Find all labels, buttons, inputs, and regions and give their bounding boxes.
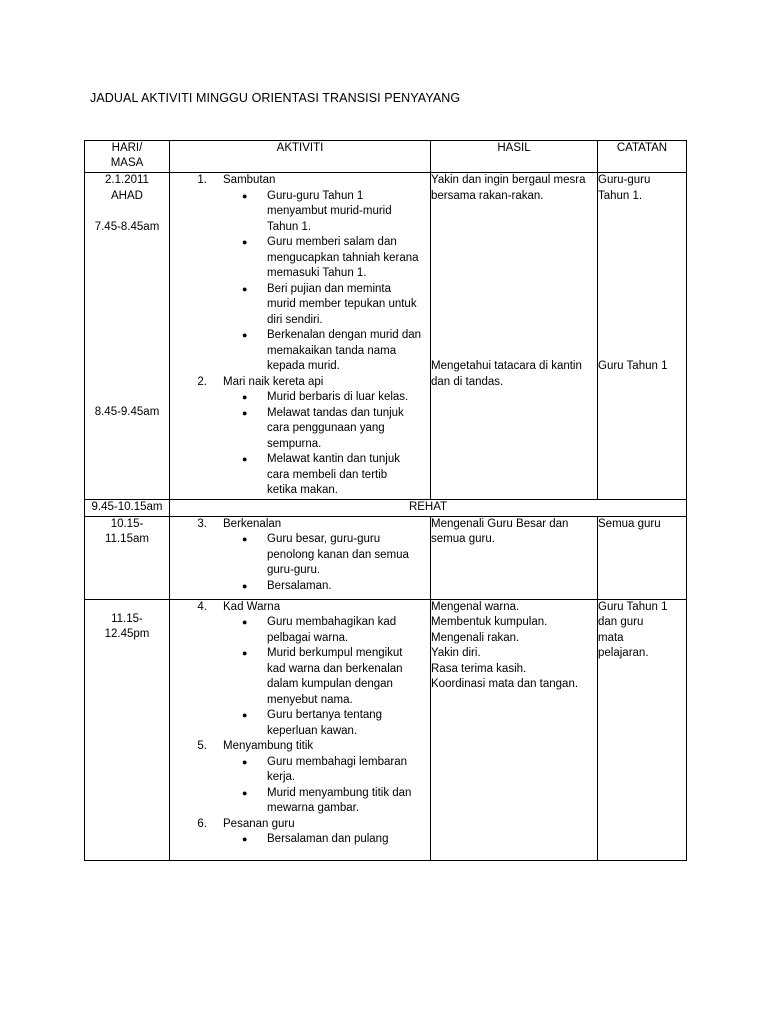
bullet-item: ● Bersalaman. — [170, 579, 430, 595]
table-row — [85, 173, 687, 500]
activity-cell — [170, 599, 431, 860]
header-catatan: CATATAN — [598, 141, 687, 173]
time-text: 12.45pm — [104, 628, 150, 640]
bullet-icon: ● — [242, 648, 248, 658]
result-text: dan di tandas. — [431, 375, 504, 388]
header-hari: HARI/ — [111, 142, 143, 154]
activity-number: 5. — [197, 740, 207, 752]
bullet-icon: ● — [242, 534, 248, 544]
note-text: pelajaran. — [598, 647, 649, 659]
schedule-table — [84, 140, 687, 861]
result-cell — [431, 173, 598, 500]
note-text: mata — [598, 631, 624, 644]
bullet-icon: ● — [242, 454, 248, 464]
time-cell: 9.45-10.15am — [85, 500, 170, 517]
time-cell — [85, 173, 170, 500]
result-text: Yakin dan ingin bergaul mesra — [431, 174, 586, 186]
bullet-icon: ● — [242, 407, 248, 418]
header-hasil: HASIL — [431, 141, 598, 173]
activity-number: 1. — [197, 174, 207, 186]
activity-item — [170, 517, 430, 533]
bullet-list — [170, 390, 430, 499]
note-text: Guru-guru — [598, 174, 651, 186]
table-row — [85, 599, 687, 860]
note-text: Tahun 1. — [598, 189, 643, 202]
activity-title: Menyambung titik — [223, 740, 314, 752]
activity-title: Sambutan — [223, 174, 276, 186]
note-cell — [598, 516, 687, 599]
note-text: Guru Tahun 1 — [598, 360, 668, 372]
result-text: Mengenal warna. — [431, 600, 520, 613]
bullet-icon: ● — [242, 710, 248, 720]
bullet-item: ● Murid berkumpul mengikut kad warna dan berkenalan dalam kumpulan dengan menyebut nama. — [170, 646, 430, 708]
bullet-item: ● Guru bertanya tentang keperluan kawan. — [170, 708, 430, 739]
result-text: Yakin diri. — [431, 647, 481, 659]
bullet-item: ● Berkenalan dengan murid dan memakaikan tanda nama kepada murid. — [170, 328, 430, 375]
activity-number: 3. — [197, 517, 207, 530]
bullet-item: ● Murid menyambung titik dan mewarna gambar. — [170, 786, 430, 817]
break-label: REHAT — [170, 500, 687, 517]
activity-cell — [170, 173, 431, 500]
note-text: Semua guru — [598, 517, 661, 530]
activity-title: Berkenalan — [223, 517, 282, 530]
bullet-list — [170, 189, 430, 375]
day-text: AHAD — [111, 189, 143, 202]
bullet-icon: ● — [242, 787, 248, 798]
result-cell — [431, 516, 598, 599]
bullet-icon: ● — [242, 330, 248, 340]
time-cell — [85, 516, 170, 599]
bullet-icon: ● — [242, 237, 248, 247]
table-row — [85, 500, 687, 517]
bullet-item: ● Beri pujian dan meminta murid member tepukan untuk diri sendiri. — [170, 282, 430, 329]
time-text: 7.45-8.45am — [94, 220, 160, 233]
time-cell — [85, 599, 170, 860]
activity-title: Kad Warna — [223, 600, 281, 613]
bullet-icon: ● — [242, 392, 248, 402]
date-text: 2.1.2011 — [105, 174, 149, 186]
bullet-item: ● Guru besar, guru-guru penolong kanan dan semua guru-guru. — [170, 532, 430, 579]
activity-item — [170, 817, 430, 833]
bullet-item: ● Melawat tandas dan tunjuk cara penggunaan yang sempurna. — [170, 406, 430, 453]
result-text: Membentuk kumpulan. — [431, 616, 548, 628]
table-row — [85, 516, 687, 599]
header-hari-masa — [85, 141, 170, 173]
note-text: dan guru — [598, 616, 644, 628]
activity-cell — [170, 516, 431, 599]
result-text: Rasa terima kasih. — [431, 662, 527, 675]
note-cell — [598, 599, 687, 860]
result-text: Mengetahui tatacara di kantin — [431, 360, 582, 372]
result-cell — [431, 599, 598, 860]
activity-number: 2. — [197, 375, 207, 388]
header-aktiviti: AKTIVITI — [170, 141, 431, 173]
bullet-icon: ● — [242, 283, 248, 294]
activity-item — [170, 600, 430, 616]
bullet-item: ● Melawat kantin dan tunjuk cara membeli dan tertib ketika makan. — [170, 452, 430, 499]
bullet-item: ● Guru memberi salam dan mengucapkan tahniah kerana memasuki Tahun 1. — [170, 235, 430, 282]
header-row — [85, 141, 687, 173]
activity-item — [170, 739, 430, 755]
activity-title: Pesanan guru — [223, 817, 295, 830]
result-text: semua guru. — [431, 533, 495, 545]
header-masa: MASA — [110, 157, 144, 169]
bullet-item: ● Murid berbaris di luar kelas. — [170, 390, 430, 406]
activity-number: 4. — [197, 600, 207, 613]
result-text: Mengenali Guru Besar dan — [431, 517, 569, 530]
time-text: 8.45-9.45am — [94, 406, 160, 418]
bullet-item: ● Bersalaman dan pulang — [170, 832, 430, 848]
activity-title: Mari naik kereta api — [223, 375, 324, 388]
bullet-icon: ● — [242, 190, 248, 201]
result-text: Mengenali rakan. — [431, 631, 520, 644]
time-text: 11.15am — [105, 533, 149, 545]
bullet-icon: ● — [242, 834, 248, 844]
bullet-item: ● Guru membahagikan kad pelbagai warna. — [170, 615, 430, 646]
activity-number: 6. — [197, 817, 207, 830]
time-text: 11.15- — [111, 612, 143, 625]
activity-item — [170, 375, 430, 391]
bullet-icon: ● — [242, 617, 248, 627]
bullet-icon: ● — [242, 580, 248, 591]
result-text: bersama rakan-rakan. — [431, 189, 544, 202]
note-cell — [598, 173, 687, 500]
activity-item — [170, 173, 430, 189]
bullet-icon: ● — [242, 756, 248, 767]
result-text: Koordinasi mata dan tangan. — [431, 678, 579, 690]
note-text: Guru Tahun 1 — [598, 600, 668, 613]
bullet-item: ● Guru-guru Tahun 1 menyambut murid-murid Tahun 1. — [170, 189, 430, 236]
time-text: 10.15- — [110, 517, 144, 530]
bullet-item: ● Guru membahagi lembaran kerja. — [170, 755, 430, 786]
document-title: JADUAL AKTIVITI MINGGU ORIENTASI TRANSISI PENYAYANG — [90, 91, 461, 105]
